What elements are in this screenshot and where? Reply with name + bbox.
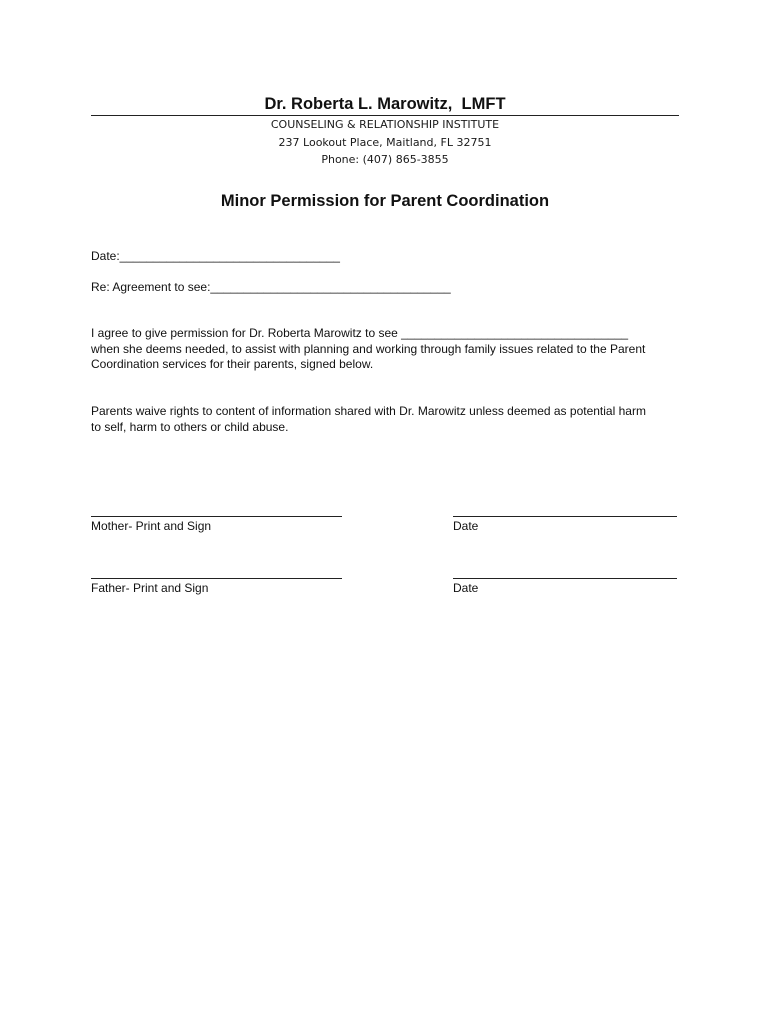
waiver-paragraph bbox=[91, 404, 691, 435]
father-signature-line bbox=[91, 578, 342, 579]
paragraph-line: when she deems needed, to assist with planning and working through family issues related to the Parent bbox=[91, 341, 646, 356]
paragraph-line: Coordination services for their parents, signed below. bbox=[91, 357, 374, 371]
letterhead-phone: Phone: (407) 865-3855 bbox=[321, 153, 449, 166]
letterhead-name: Dr. Roberta L. Marowitz, LMFT bbox=[264, 95, 506, 113]
letterhead-divider bbox=[91, 115, 679, 116]
date-field: Date:_________________________________ bbox=[91, 249, 340, 263]
mother-signature-label: Mother- Print and Sign bbox=[91, 519, 212, 533]
mother-signature-line bbox=[91, 516, 342, 517]
agreement-field: Re: Agreement to see:____________________________________ bbox=[91, 280, 451, 294]
mother-date-line bbox=[453, 516, 677, 517]
father-date-label: Date bbox=[453, 581, 479, 595]
document-title: Minor Permission for Parent Coordination bbox=[220, 192, 550, 210]
permission-paragraph bbox=[91, 326, 691, 373]
letterhead-address: 237 Lookout Place, Maitland, FL 32751 bbox=[278, 136, 492, 149]
father-date-line bbox=[453, 578, 677, 579]
paragraph-line: to self, harm to others or child abuse. bbox=[91, 419, 289, 434]
mother-date-label: Date bbox=[453, 519, 479, 533]
paragraph-line: Parents waive rights to content of information shared with Dr. Marowitz unless deemed as potential harm bbox=[91, 404, 646, 418]
paragraph-line: I agree to give permission for Dr. Roberta Marowitz to see __________________________________ bbox=[91, 326, 629, 340]
letterhead-organization: COUNSELING & RELATIONSHIP INSTITUTE bbox=[270, 118, 500, 131]
father-signature-label: Father- Print and Sign bbox=[91, 581, 209, 595]
